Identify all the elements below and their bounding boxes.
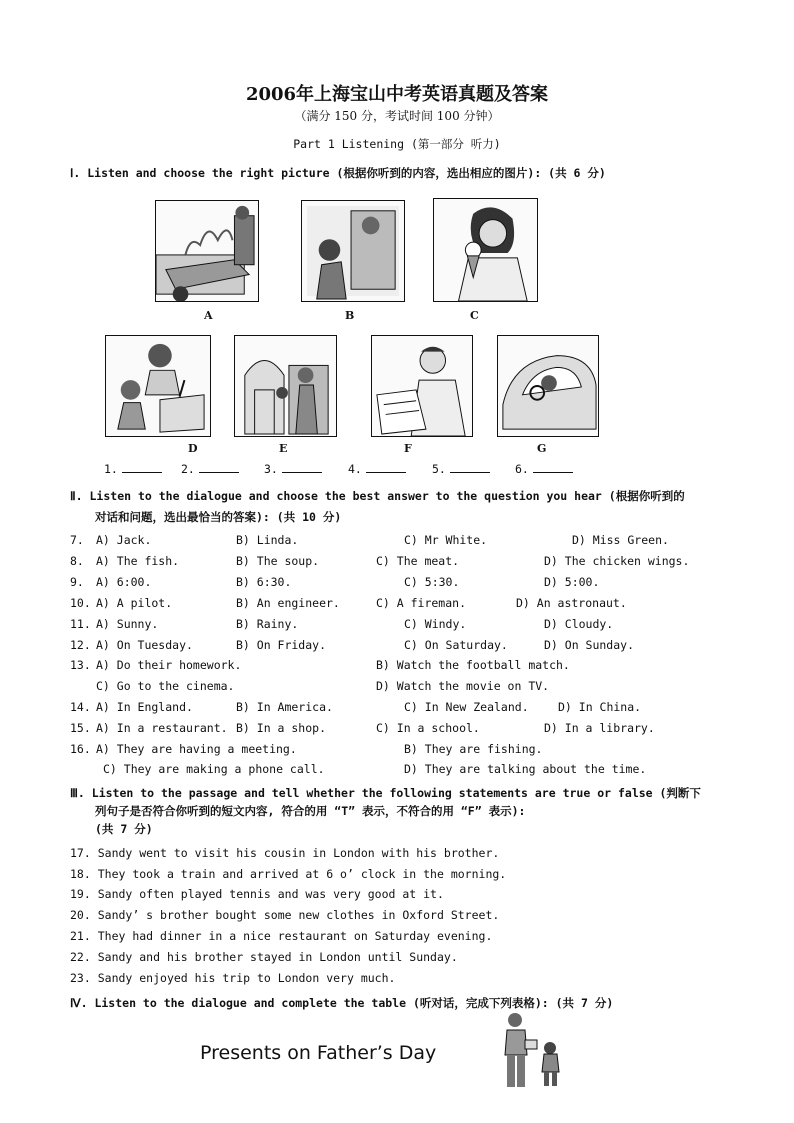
answer-blank[interactable]: 2. bbox=[181, 461, 239, 476]
picture-e bbox=[234, 335, 337, 437]
picture-label: E bbox=[279, 442, 288, 455]
option-a[interactable]: A) They are having a meeting. bbox=[96, 742, 297, 756]
page-subtitle: （满分 150 分，考试时间 100 分钟） bbox=[294, 109, 500, 123]
option-b[interactable]: B) The soup. bbox=[236, 554, 320, 568]
option-a[interactable]: A) The fish. bbox=[96, 554, 180, 568]
picture-f bbox=[371, 335, 473, 437]
picture-label: F bbox=[404, 442, 412, 455]
father-child-gift-icon bbox=[495, 1010, 565, 1090]
mother-child-box-icon bbox=[106, 336, 210, 436]
question-number: 16. bbox=[70, 742, 91, 756]
answer-blank[interactable]: 3. bbox=[264, 461, 322, 476]
question-number: 8. bbox=[70, 554, 84, 568]
answer-blank[interactable]: 4. bbox=[348, 461, 406, 476]
option-c[interactable]: C) On Saturday. bbox=[404, 638, 508, 652]
answer-blank[interactable]: 1. bbox=[104, 461, 162, 476]
option-a[interactable]: A) A pilot. bbox=[96, 596, 173, 610]
option-c[interactable]: C) In a school. bbox=[376, 721, 480, 735]
section-2-heading: Ⅱ. Listen to the dialogue and choose the best answer to the question you hear (根据你听到的 bbox=[70, 489, 685, 503]
section-2-heading-cont: 对话和问题，选出最恰当的答案): (共 10 分) bbox=[95, 510, 342, 524]
option-c[interactable]: C) Windy. bbox=[404, 617, 467, 631]
question-number: 13. bbox=[70, 658, 91, 672]
question-number: 7. bbox=[70, 533, 84, 547]
statement: 21. They had dinner in a nice restaurant on Saturday evening. bbox=[70, 929, 493, 943]
option-d[interactable]: D) Miss Green. bbox=[572, 533, 669, 547]
woman-ice-cream-icon bbox=[434, 199, 537, 301]
section-1-heading: Ⅰ. Listen and choose the right picture (根据你听到的内容，选出相应的图片): (共 6 分) bbox=[70, 166, 606, 180]
statement: 23. Sandy enjoyed his trip to London very much. bbox=[70, 971, 396, 985]
option-b[interactable]: B) 6:30. bbox=[236, 575, 292, 589]
option-d[interactable]: D) 5:00. bbox=[544, 575, 600, 589]
option-a[interactable]: A) In a restaurant. bbox=[96, 721, 228, 735]
man-driving-car-icon bbox=[498, 336, 598, 436]
option-c[interactable]: C) A fireman. bbox=[376, 596, 467, 610]
picture-label: A bbox=[204, 309, 213, 322]
option-d[interactable]: D) On Sunday. bbox=[544, 638, 635, 652]
question-number: 15. bbox=[70, 721, 91, 735]
option-c[interactable]: C) The meat. bbox=[376, 554, 460, 568]
option-c[interactable]: C) Mr White. bbox=[404, 533, 488, 547]
option-d[interactable]: D) An astronaut. bbox=[516, 596, 627, 610]
part-label: Part 1 Listening (第一部分 听力) bbox=[293, 137, 501, 151]
option-c[interactable]: C) They are making a phone call. bbox=[103, 762, 325, 776]
option-b[interactable]: B) Linda. bbox=[236, 533, 299, 547]
picture-label: B bbox=[345, 309, 355, 322]
table-title: Presents on Father’s Day bbox=[200, 1042, 437, 1064]
option-d[interactable]: D) Cloudy. bbox=[544, 617, 614, 631]
section-3-heading: Ⅲ. Listen to the passage and tell whether the following statements are true or false (判断下 bbox=[70, 786, 701, 800]
option-a[interactable]: A) On Tuesday. bbox=[96, 638, 193, 652]
option-d[interactable]: D) In a library. bbox=[544, 721, 655, 735]
question-number: 14. bbox=[70, 700, 91, 714]
picture-label: G bbox=[537, 442, 547, 455]
question-number: 10. bbox=[70, 596, 91, 610]
option-b[interactable]: B) In a shop. bbox=[236, 721, 327, 735]
picture-a bbox=[155, 200, 259, 302]
statement: 20. Sandy’ s brother bought some new clothes in Oxford Street. bbox=[70, 908, 500, 922]
picture-g bbox=[497, 335, 599, 437]
question-number: 9. bbox=[70, 575, 84, 589]
option-a[interactable]: A) 6:00. bbox=[96, 575, 152, 589]
person-in-bed-icon bbox=[302, 201, 404, 301]
option-b[interactable]: B) Rainy. bbox=[236, 617, 299, 631]
picture-b bbox=[301, 200, 405, 302]
statement: 18. They took a train and arrived at 6 o’ clock in the morning. bbox=[70, 867, 507, 881]
picture-c bbox=[433, 198, 538, 302]
question-number: 12. bbox=[70, 638, 91, 652]
statement: 19. Sandy often played tennis and was very good at it. bbox=[70, 887, 444, 901]
section-3-heading-score: (共 7 分) bbox=[95, 822, 153, 836]
option-b[interactable]: B) They are fishing. bbox=[404, 742, 543, 756]
option-d[interactable]: D) Watch the movie on TV. bbox=[376, 679, 550, 693]
option-b[interactable]: B) An engineer. bbox=[236, 596, 340, 610]
option-d[interactable]: D) The chicken wings. bbox=[544, 554, 690, 568]
page-title: 2006年上海宝山中考英语真题及答案 bbox=[245, 84, 549, 105]
option-a[interactable]: A) Jack. bbox=[96, 533, 152, 547]
car-engine-smoke-icon bbox=[156, 201, 258, 301]
section-3-heading-cont: 列句子是否符合你听到的短文内容, 符合的用 “T” 表示，不符合的用 “F” 表示): bbox=[95, 804, 526, 818]
option-a[interactable]: A) Do their homework. bbox=[96, 658, 242, 672]
answer-blank[interactable]: 6. bbox=[515, 461, 573, 476]
question-number: 11. bbox=[70, 617, 91, 631]
option-c[interactable]: C) In New Zealand. bbox=[404, 700, 529, 714]
option-d[interactable]: D) In China. bbox=[558, 700, 642, 714]
section-4-heading: Ⅳ. Listen to the dialogue and complete the table (听对话，完成下列表格): (共 7 分) bbox=[70, 996, 614, 1010]
option-d[interactable]: D) They are talking about the time. bbox=[404, 762, 647, 776]
option-a[interactable]: A) Sunny. bbox=[96, 617, 159, 631]
picture-label: C bbox=[470, 309, 479, 322]
man-reading-newspaper-icon bbox=[372, 336, 472, 436]
answer-blank[interactable]: 5. bbox=[432, 461, 490, 476]
tourists-buildings-icon bbox=[235, 336, 336, 436]
option-b[interactable]: B) In America. bbox=[236, 700, 333, 714]
statement: 22. Sandy and his brother stayed in London until Sunday. bbox=[70, 950, 458, 964]
option-a[interactable]: A) In England. bbox=[96, 700, 193, 714]
picture-label: D bbox=[188, 442, 198, 455]
option-b[interactable]: B) Watch the football match. bbox=[376, 658, 570, 672]
option-c[interactable]: C) 5:30. bbox=[404, 575, 460, 589]
option-c[interactable]: C) Go to the cinema. bbox=[96, 679, 235, 693]
option-b[interactable]: B) On Friday. bbox=[236, 638, 327, 652]
picture-d bbox=[105, 335, 211, 437]
statement: 17. Sandy went to visit his cousin in London with his brother. bbox=[70, 846, 500, 860]
